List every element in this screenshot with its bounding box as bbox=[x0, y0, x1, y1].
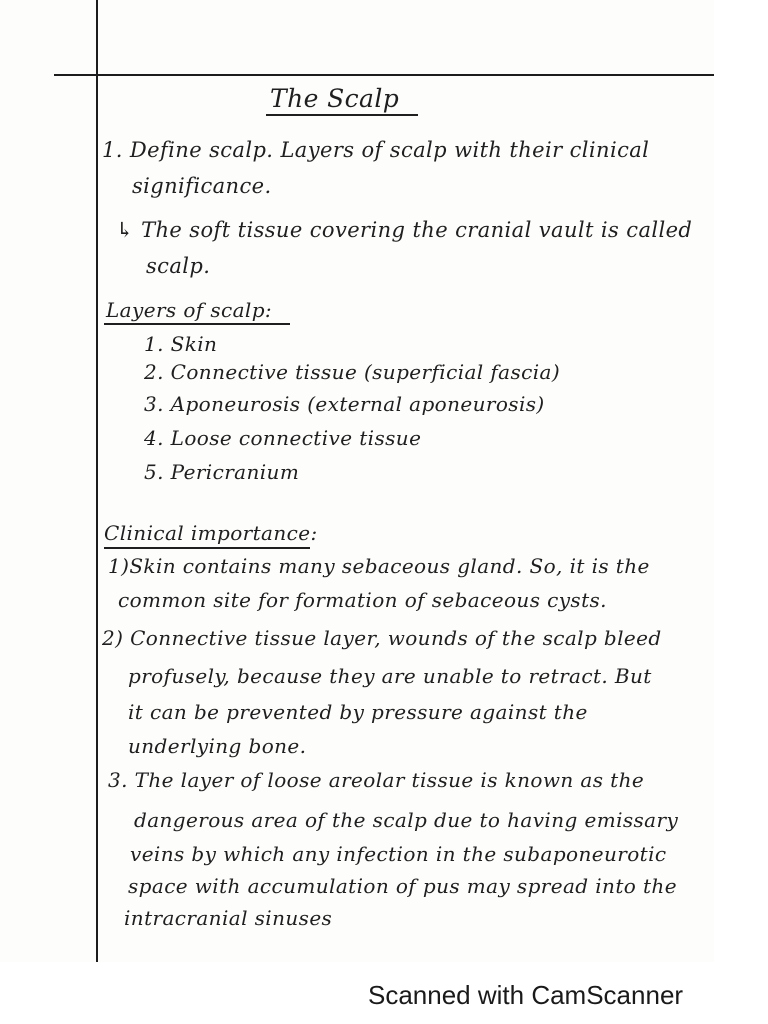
clinical-point-1-line-1: 1)Skin contains many sebaceous gland. So, it is the bbox=[108, 554, 650, 578]
clinical-point-2-line-3: it can be prevented by pressure against the bbox=[128, 700, 588, 724]
layer-item-loose-connective-tissue: 4. Loose connective tissue bbox=[144, 426, 422, 450]
camscanner-watermark: Scanned with CamScanner bbox=[368, 980, 684, 1010]
clinical-point-2-line-1: 2) Connective tissue layer, wounds of the scalp bleed bbox=[102, 626, 662, 650]
answer-line-2: scalp. bbox=[146, 254, 211, 278]
clinical-heading: Clinical importance: bbox=[104, 521, 318, 545]
clinical-point-3-line-1: 3. The layer of loose areolar tissue is known as the bbox=[108, 768, 645, 792]
clinical-point-2-line-2: profusely, because they are unable to retract. But bbox=[128, 664, 652, 688]
title-underline bbox=[266, 114, 418, 116]
layer-item-connective-tissue: 2. Connective tissue (superficial fascia) bbox=[144, 360, 561, 384]
layer-item-skin: 1. Skin bbox=[144, 332, 218, 356]
clinical-point-3-line-4: space with accumulation of pus may spread into the bbox=[128, 874, 677, 898]
answer-line-1: ↳ The soft tissue covering the cranial vault is called bbox=[116, 218, 693, 242]
clinical-heading-underline bbox=[104, 547, 310, 549]
layers-heading: Layers of scalp: bbox=[106, 298, 273, 322]
question-line-2: significance. bbox=[132, 174, 272, 198]
clinical-point-3-line-2: dangerous area of the scalp due to having emissary bbox=[134, 808, 679, 832]
clinical-point-2-line-4: underlying bone. bbox=[128, 734, 307, 758]
layers-heading-underline bbox=[104, 323, 290, 325]
clinical-point-1-line-2: common site for formation of sebaceous cysts. bbox=[118, 588, 607, 612]
layer-item-pericranium: 5. Pericranium bbox=[144, 460, 300, 484]
layer-item-aponeurosis: 3. Aponeurosis (external aponeurosis) bbox=[144, 392, 545, 416]
page-title: The Scalp bbox=[270, 84, 400, 113]
question-line-1: 1. Define scalp. Layers of scalp with their clinical bbox=[102, 138, 650, 162]
clinical-point-3-line-3: veins by which any infection in the subaponeurotic bbox=[130, 842, 667, 866]
clinical-point-3-line-5: intracranial sinuses bbox=[124, 906, 333, 930]
scan-gutter bbox=[714, 0, 768, 962]
